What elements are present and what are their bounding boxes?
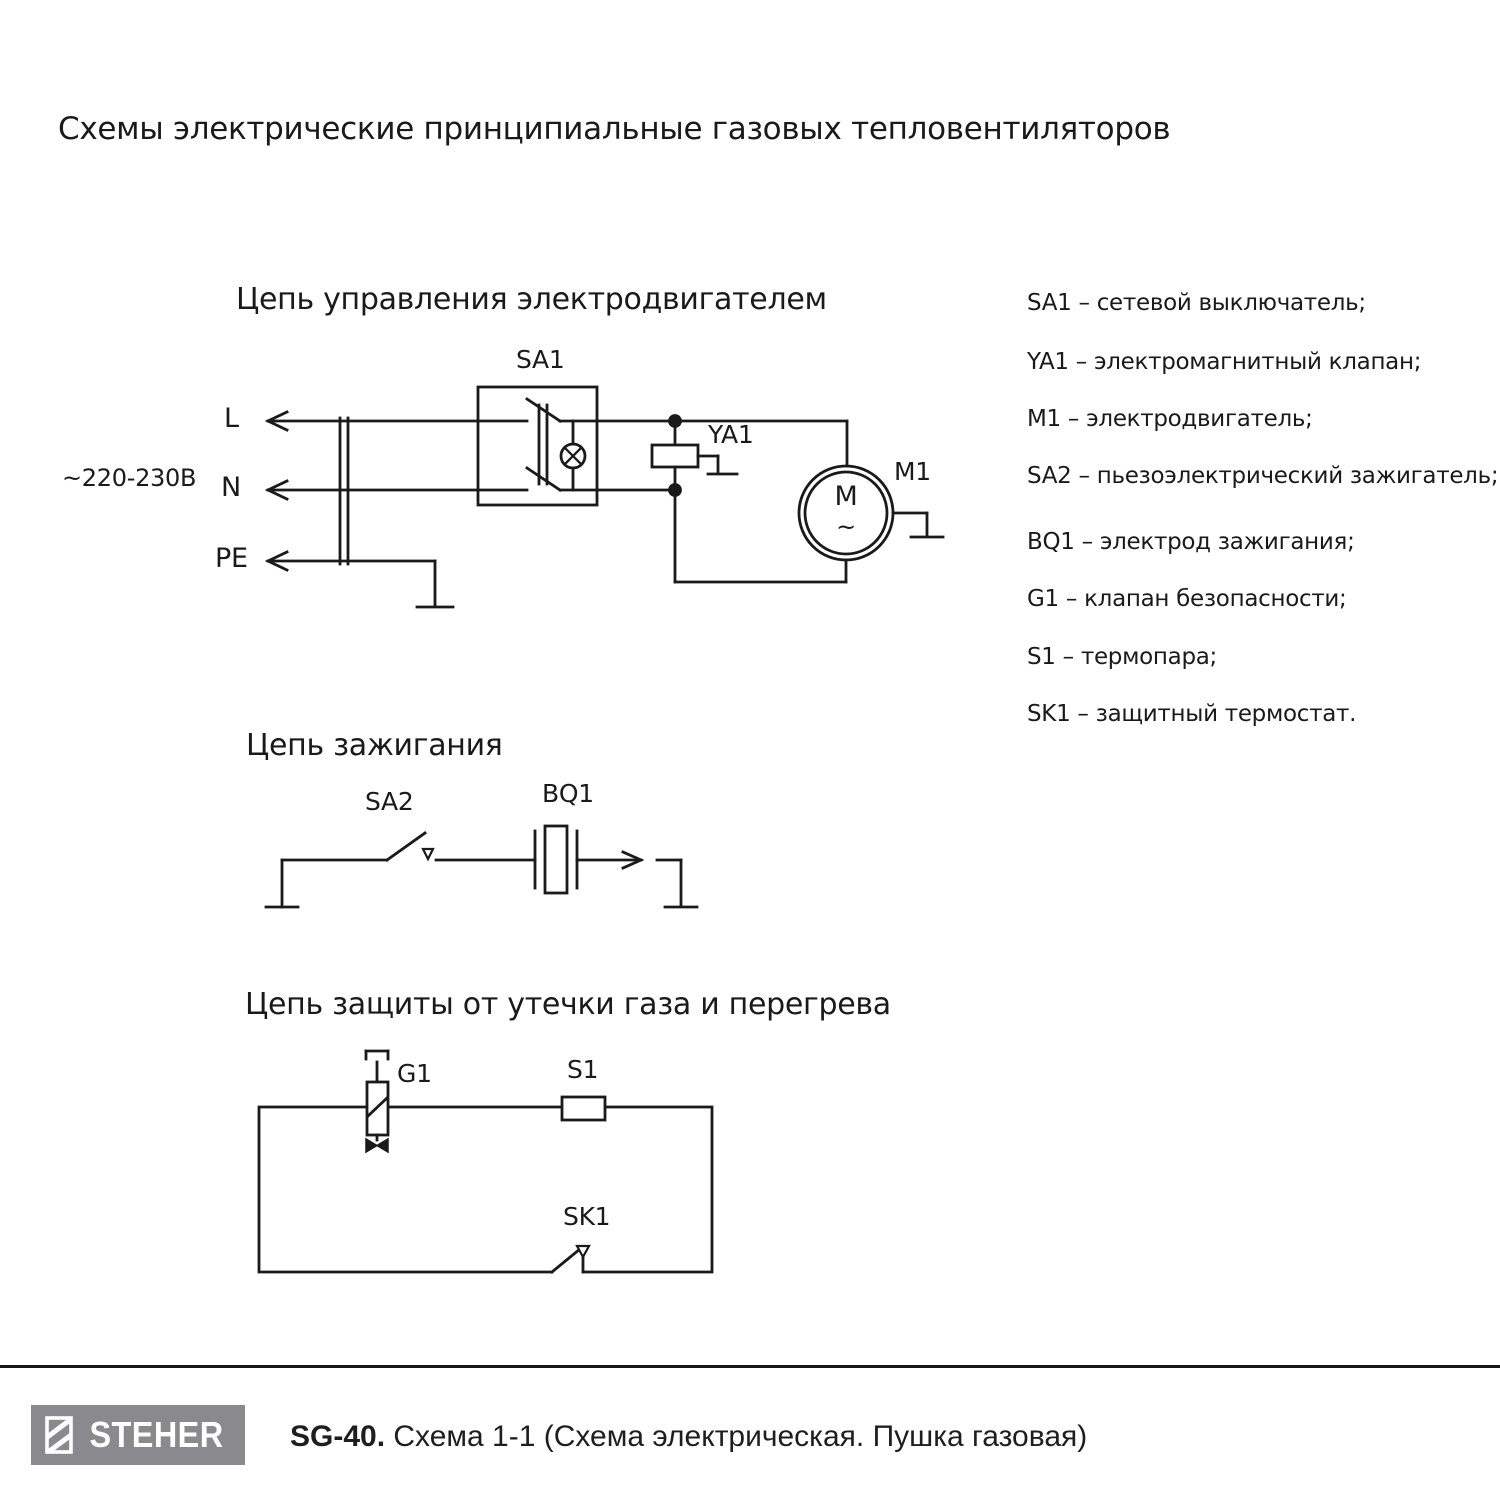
- sa1-arm-top: [527, 399, 560, 421]
- sk1-thermostat-symbol: [552, 1246, 589, 1272]
- section-title-motor-control: Цепь управления электродвигателем: [236, 282, 827, 317]
- protection-circuit-drawing: [259, 1051, 712, 1272]
- steher-logo-text: STEHER: [89, 1414, 225, 1455]
- bq1-piezo-symbol: [535, 826, 577, 893]
- sa2-switch-symbol: [282, 833, 535, 860]
- s1-thermocouple-symbol: [562, 1097, 605, 1120]
- bq1-crystal: [545, 826, 567, 893]
- sa2-contact-icon: [423, 849, 433, 859]
- ya1-coil: [652, 445, 698, 467]
- terminal-n-label: N: [221, 472, 241, 503]
- spark-arrow-icon: [577, 852, 641, 868]
- motor-wave-symbol: ~: [836, 513, 856, 541]
- sk1-arm: [552, 1249, 580, 1272]
- page-title: Схемы электрические принципиальные газовых тепловентиляторов: [58, 111, 1171, 147]
- footer-model: SG-40.: [290, 1420, 386, 1453]
- sa1-arm-bottom: [527, 468, 560, 490]
- bq1-label: BQ1: [542, 779, 594, 808]
- legend-item: G1 – клапан безопасности;: [1027, 586, 1347, 612]
- motor-letter: M: [834, 481, 858, 512]
- sa1-label: SA1: [516, 345, 565, 374]
- g1-valve-icon: [366, 1139, 377, 1152]
- legend-item: M1 – электродвигатель;: [1027, 406, 1313, 432]
- voltage-label: ~220-230В: [62, 464, 197, 492]
- ya1-ground-icon: [698, 456, 737, 474]
- legend-item: BQ1 – электрод зажигания;: [1027, 529, 1355, 555]
- section-title-protection: Цепь защиты от утечки газа и перегрева: [245, 987, 891, 1022]
- footer-caption-text: Схема 1-1 (Схема электрическая. Пушка газовая): [393, 1420, 1088, 1453]
- g1-valve-symbol: [366, 1051, 388, 1152]
- g1-valve-icon: [377, 1139, 388, 1152]
- terminal-pe-label: PE: [215, 543, 248, 574]
- lamp-icon: [561, 421, 585, 490]
- terminal-l-label: L: [224, 403, 239, 434]
- legend-item: SK1 – защитный термостат.: [1027, 701, 1357, 727]
- section-title-ignition: Цепь зажигания: [246, 728, 503, 763]
- m1-label: M1: [894, 457, 931, 486]
- circuit-loop: [259, 1107, 712, 1272]
- sk1-label: SK1: [563, 1202, 611, 1231]
- legend-item: S1 – термопара;: [1027, 644, 1218, 670]
- s1-label: S1: [567, 1055, 599, 1084]
- legend-item: SA2 – пьезоэлектрический зажигатель;: [1027, 463, 1499, 489]
- steher-logo: [31, 1405, 245, 1465]
- sa2-arm: [387, 833, 425, 860]
- ignition-circuit-drawing: [266, 826, 697, 907]
- footer-caption: [290, 1420, 1087, 1454]
- legend-item: SA1 – сетевой выключатель;: [1027, 290, 1366, 316]
- mains-input-lines: [268, 412, 847, 607]
- footer-divider: [0, 1365, 1500, 1368]
- sk1-contact-icon: [577, 1246, 589, 1257]
- ground-icon-left: [266, 860, 298, 907]
- g1-label: G1: [397, 1059, 432, 1088]
- sa2-label: SA2: [365, 787, 414, 816]
- pe-ground-icon: [417, 561, 453, 607]
- legend-item: YA1 – электромагнитный клапан;: [1027, 349, 1422, 375]
- steher-logo-icon: [44, 1415, 74, 1455]
- ground-icon-right: [657, 860, 697, 907]
- sa1-switch-symbol: [478, 387, 597, 505]
- ya1-label: YA1: [708, 420, 754, 449]
- m1-ground-icon: [893, 513, 943, 537]
